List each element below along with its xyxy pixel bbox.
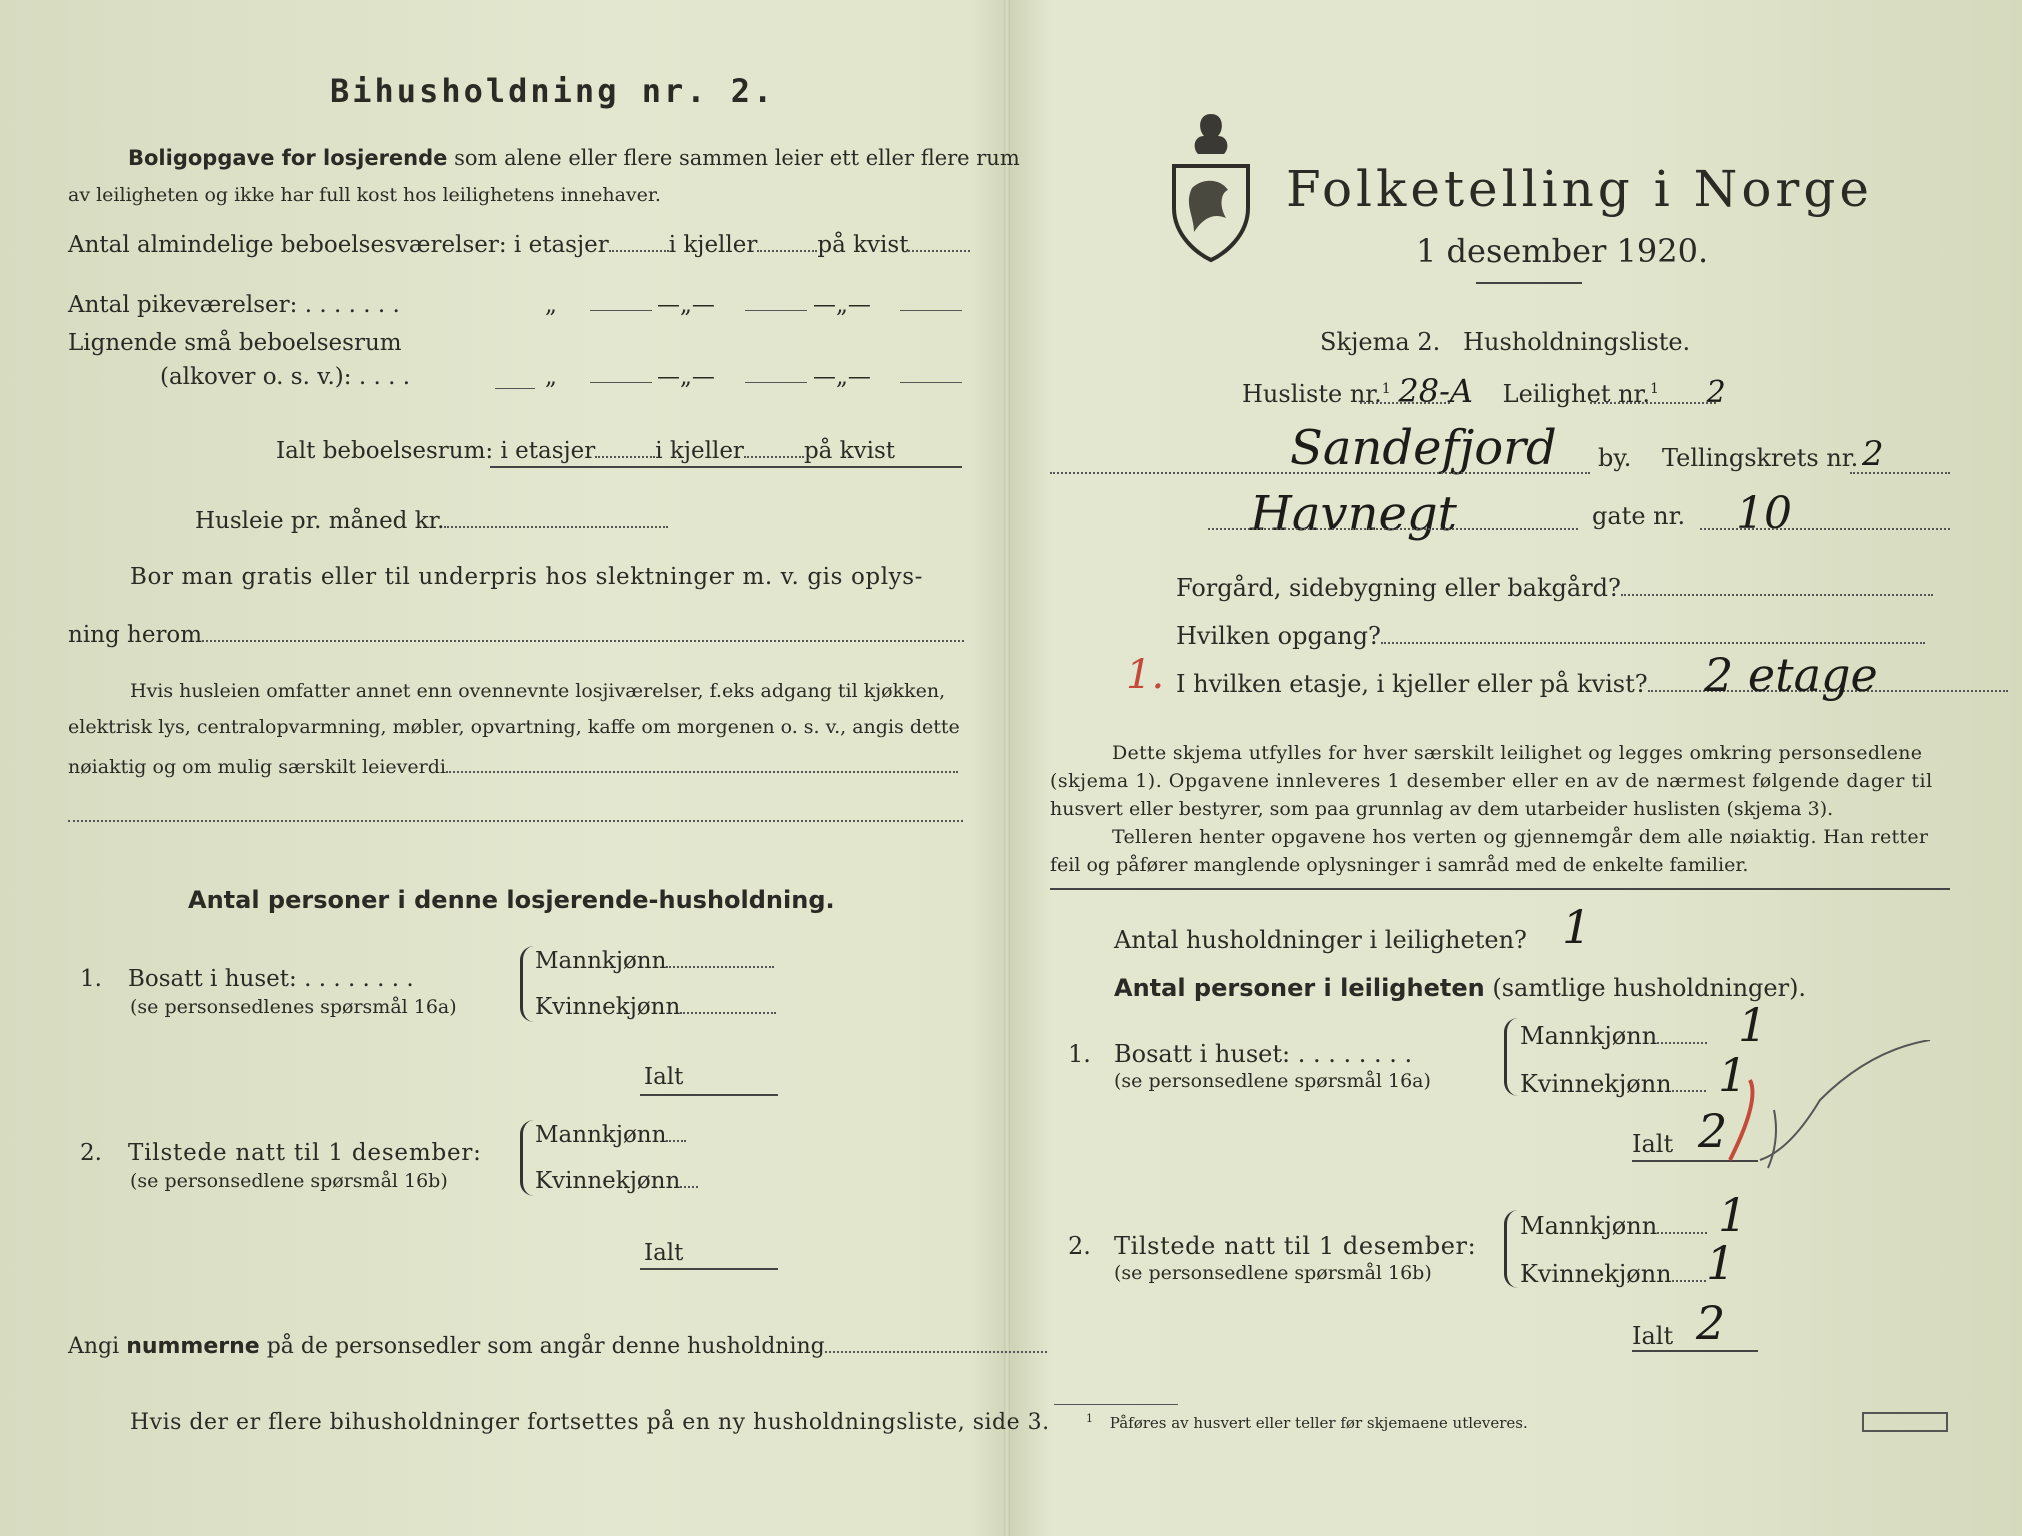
by-value: Sandefjord [1290, 420, 1557, 476]
right-item2-ialt-value: 2 [1696, 1296, 1726, 1350]
opgang-label: Hvilken opgang? [1176, 622, 1381, 650]
ditto-mark: „ [545, 292, 557, 318]
printer-stamp [1862, 1412, 1948, 1432]
angi-rest: på de personsedler som angår denne husholdning [266, 1334, 825, 1359]
right-item2-sub: (se personsedlene spørsmål 16b) [1114, 1262, 1432, 1284]
intro-line-2: av leiligheten og ikke har full kost hos leilighetens innehaver. [68, 184, 661, 206]
krets-label: Tellingskrets nr. [1662, 444, 1859, 472]
footnote-mark: 1 [1086, 1412, 1093, 1425]
husliste-row [1242, 372, 1726, 410]
left-item2-ialt: Ialt [644, 1240, 684, 1266]
hvis-2: elektrisk lys, centralopvarmning, møbler, opvartning, kaffe om morgenen o. s. v., angis dette [68, 716, 960, 738]
right-persons-title [1114, 974, 1806, 1002]
pike-label: Antal pikeværelser: . . . . . . . [68, 292, 400, 318]
opgang-row [1176, 622, 1925, 650]
kvinne-label: Kvinnekjønn [1520, 1070, 1672, 1098]
angi-bold: nummerne [126, 1334, 260, 1359]
lignende-label-2: (alkover o. s. v.): . . . . [160, 364, 411, 390]
hvis-3-label: nøiaktig og om mulig særskilt leieverdi [68, 756, 446, 778]
gate-label: gate nr. [1592, 502, 1686, 530]
right-item2-kvinne [1520, 1260, 1706, 1288]
right-item2-num: 2. [1068, 1232, 1091, 1260]
left-item2-kvinne [535, 1168, 698, 1194]
husleie-row [195, 508, 668, 534]
left-item1-kvinne [535, 994, 776, 1020]
antal-hush-row [1114, 926, 1527, 954]
kvinne-label: Kvinnekjønn [535, 994, 681, 1020]
etasje-row [1176, 670, 2008, 698]
kvinne-label: Kvinnekjønn [535, 1168, 681, 1194]
info-4: Telleren henter opgavene hos verten og gjennemgår dem alle nøiaktig. Han retter [1112, 826, 1929, 848]
rooms-label: Antal almindelige beboelsesværelser: i etasjer [68, 232, 609, 258]
right-item1-mann [1520, 1022, 1707, 1050]
info-2: (skjema 1). Opgavene innleveres 1 desember eller en av de nærmest følgende dager til [1050, 770, 1933, 792]
persons-title-bold: Antal personer i leiligheten [1114, 974, 1485, 1002]
gate-value: Havnegt [1250, 486, 1457, 542]
rooms-row [68, 232, 970, 258]
bor-man-1: Bor man gratis eller til underpris hos slektninger m. v. gis oplys- [130, 564, 924, 590]
info-3: husvert eller bestyrer, som paa grunnlag av dem utarbeider huslisten (skjema 3). [1050, 798, 1834, 820]
right-item2-ialt: Ialt [1632, 1322, 1674, 1350]
forgaard-label: Forgård, sidebygning eller bakgård? [1176, 574, 1621, 602]
skjema-label: Skjema 2. Husholdningsliste. [1320, 328, 1691, 356]
hvis-1: Hvis husleien omfatter annet enn ovennevnte losjiværelser, f.eks adgang til kjøkken, [130, 680, 946, 702]
right-item1-num: 1. [1068, 1040, 1091, 1068]
left-item1-num: 1. [80, 966, 102, 992]
left-item2-sub: (se personsedlene spørsmål 16b) [130, 1170, 448, 1192]
lignende-fields [545, 364, 871, 390]
lignende-label-1: Lignende små beboelsesrum [68, 330, 402, 356]
antal-hush-value: 1 [1562, 900, 1592, 954]
husliste-label: Husliste nr. [1242, 380, 1382, 408]
mann-label: Mannkjønn [535, 1122, 667, 1148]
right-item1-sub: (se personsedlene spørsmål 16a) [1114, 1070, 1431, 1092]
left-title: Bihusholdning nr. 2. [330, 72, 776, 110]
persons-title-rest: (samtlige husholdninger). [1492, 974, 1807, 1002]
ditto-mark: —„— [657, 364, 715, 390]
antal-hush-label: Antal husholdninger i leiligheten? [1114, 926, 1527, 954]
husliste-value: 28-A [1398, 372, 1473, 410]
ditto-mark: „ [545, 364, 557, 390]
left-item2-mann [535, 1122, 686, 1148]
page-fold [1004, 0, 1010, 1536]
pike-fields [545, 292, 871, 318]
right-item1-kvinne [1520, 1070, 1706, 1098]
bor-man-2 [68, 622, 964, 648]
footnote-mark: 1 [1381, 381, 1391, 397]
right-date: 1 desember 1920. [1416, 232, 1709, 270]
angi-row [68, 1334, 1047, 1359]
mann-label: Mannkjønn [1520, 1212, 1658, 1240]
ditto-mark: —„— [813, 364, 871, 390]
kvinne-label: Kvinnekjønn [1520, 1260, 1672, 1288]
right-item2-kvinne-value: 1 [1706, 1236, 1736, 1290]
footnote-text: Påføres av husvert eller teller før skjemaene utleveres. [1109, 1414, 1528, 1432]
etasje-label: I hvilken etasje, i kjeller eller på kvist? [1176, 670, 1648, 698]
intro-bold: Boligopgave for losjerende [128, 146, 448, 170]
intro-line-1 [128, 146, 1020, 170]
ditto-mark: —„— [657, 292, 715, 318]
mann-label: Mannkjønn [1520, 1022, 1658, 1050]
left-item1-mann [535, 948, 774, 974]
footnote-mark: 1 [1650, 381, 1659, 397]
right-footnote [1086, 1412, 1528, 1432]
etasje-value: 2 etage [1704, 648, 1878, 702]
margin-mark: 1. [1126, 652, 1165, 698]
right-item1-label: Bosatt i huset: . . . . . . . . [1114, 1040, 1413, 1068]
right-item1-ialt: Ialt [1632, 1130, 1674, 1158]
angi-label: Angi [68, 1334, 120, 1359]
left-item1-label: Bosatt i huset: . . . . . . . . [128, 966, 414, 992]
ialt-kjeller: i kjeller [655, 438, 744, 464]
gate-nr: 10 [1736, 488, 1792, 539]
left-item1-ialt: Ialt [644, 1064, 684, 1090]
right-title: Folketelling i Norge [1286, 160, 1873, 218]
ialt-rooms-label: Ialt beboelsesrum: [276, 438, 494, 464]
info-5: feil og påfører manglende oplysninger i samråd med de enkelte familier. [1050, 854, 1749, 876]
forgaard-row [1176, 574, 1933, 602]
rooms-kvist: på kvist [817, 232, 909, 258]
right-item2-mann [1520, 1212, 1707, 1240]
info-1: Dette skjema utfylles for hver særskilt leilighet og legges omkring personsedlene [1112, 742, 1923, 764]
left-item2-label: Tilstede natt til 1 desember: [128, 1140, 482, 1166]
hvis-3 [68, 756, 958, 778]
left-persons-title: Antal personer i denne losjerende-husholdning. [188, 886, 835, 914]
husleie-label: Husleie pr. måned kr. [195, 508, 445, 534]
ialt-etasjer: i etasjer [500, 438, 596, 464]
leilighet-label: Leilighet nr. [1502, 380, 1651, 408]
right-item1-mann-value: 1 [1738, 998, 1768, 1052]
left-item1-sub: (se personsedlenes spørsmål 16a) [130, 996, 457, 1018]
coat-of-arms-icon [1168, 108, 1254, 264]
ialt-kvist: på kvist [803, 438, 896, 464]
right-item2-label: Tilstede natt til 1 desember: [1114, 1232, 1477, 1260]
krets-value: 2 [1862, 434, 1884, 474]
right-item2-mann-value: 1 [1718, 1188, 1748, 1242]
bor-man-label: ning herom [68, 622, 203, 648]
right-item1-kvinne-value: 1 [1718, 1048, 1748, 1102]
check-mark-icon [1720, 1040, 1940, 1170]
by-suffix: by. [1598, 444, 1632, 472]
right-item1-ialt-value: 2 [1698, 1104, 1728, 1158]
left-footer: Hvis der er flere bihusholdninger fortsettes på en ny husholdningsliste, side 3. [130, 1410, 1050, 1435]
leilighet-value: 2 [1706, 375, 1726, 410]
intro-rest: som alene eller flere sammen leier ett eller flere rum [454, 146, 1020, 170]
mann-label: Mannkjønn [535, 948, 667, 974]
left-item2-num: 2. [80, 1140, 102, 1166]
rooms-kjeller: i kjeller [668, 232, 758, 258]
ditto-mark: —„— [813, 292, 871, 318]
ialt-rooms-row [276, 438, 895, 464]
